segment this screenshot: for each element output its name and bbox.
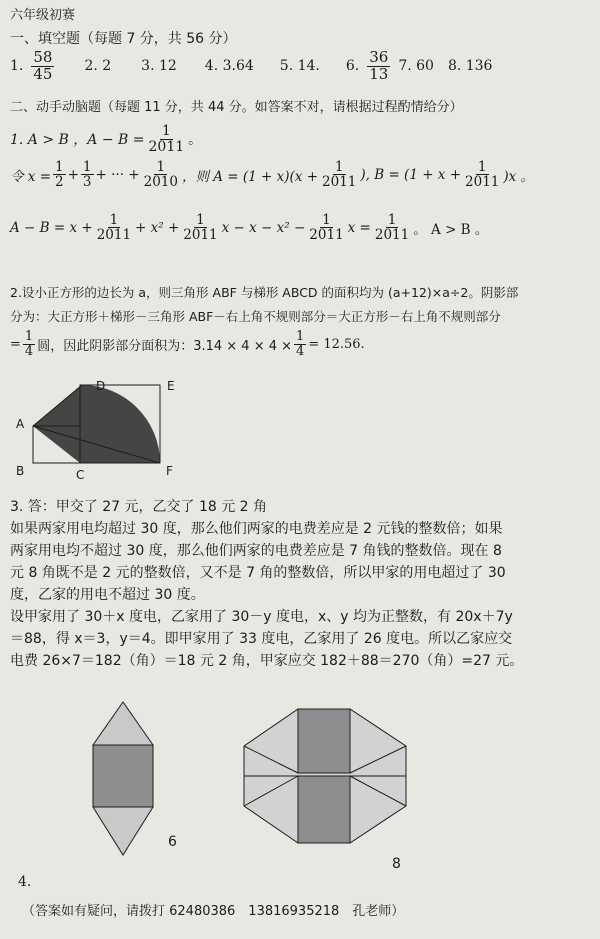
q3-line8: 电费 26×7＝182（角）＝18 元 2 角，甲家应交 182＋88＝270（角）=27 元。 <box>10 653 524 669</box>
section1-answers <box>10 50 492 83</box>
q1-line1 <box>10 124 202 154</box>
q1-l2-f2n: 1 <box>82 159 92 175</box>
q1-l3-f4d: 2011 <box>374 227 410 244</box>
q3-line7: ＝88，得 x＝3，y＝4。即甲家用了 33 度电，乙家用了 26 度电。所以乙家应交 <box>10 631 513 647</box>
fig6-top-triangle <box>93 702 153 745</box>
q1-l2-f2d: 3 <box>82 174 92 191</box>
q1-l3-d: x = <box>347 219 371 236</box>
q2-l3-f2d: 4 <box>296 343 305 359</box>
q1-l3-f1n: 1 <box>109 212 119 228</box>
answer-7: 7. 60 <box>398 58 434 75</box>
q2-l3-f1 <box>23 330 35 358</box>
q2-l3-c: = 12.56. <box>308 336 365 352</box>
figure-8-label: 8 <box>392 856 401 872</box>
q1-l3-f3 <box>307 213 345 242</box>
q1-l2-dots: + ··· + <box>95 166 140 183</box>
q1-l1-end: 。 <box>188 132 203 149</box>
q2-line3 <box>10 330 365 358</box>
q1-l3-c: x − x − x² − <box>221 219 306 236</box>
answer-6-fraction <box>367 50 390 83</box>
q1-l2-c: ), B = (1 + x + <box>360 166 462 183</box>
fig6-square <box>93 745 153 807</box>
q1-l2-f5 <box>463 160 501 189</box>
q1-l2-f3 <box>142 160 180 189</box>
fig8-top-square <box>298 709 350 773</box>
q1-l2-f1d: 2 <box>55 174 64 191</box>
q1-l2-f1 <box>53 160 66 189</box>
q1-l2-b: ，则 A = (1 + x)(x + <box>181 168 319 185</box>
answer-8: 8. 136 <box>447 58 493 75</box>
q1-line2 <box>10 160 534 189</box>
q1-l3-e: 。 A > B 。 <box>413 221 489 238</box>
q1-l3-f3d: 2011 <box>309 227 344 244</box>
q3-line2: 如果两家用电均超过 30 度，那么他们两家的电费差应是 2 元钱的整数倍；如果 <box>10 521 503 537</box>
section1-title: 一、填空题（每题 7 分，共 56 分） <box>10 31 237 47</box>
answer-2: 2. 2 <box>84 58 112 75</box>
label-c: C <box>76 468 85 482</box>
q1-l2-f4d: 2011 <box>322 174 357 191</box>
q1-l3-f4n: 1 <box>387 212 397 228</box>
q2-line2: 分为：大正方形＋梯形－三角形 ABF－右上角不规则部分＝大正方形－右上角不规则部分 <box>10 309 501 324</box>
q1-l3-a: A − B = x + <box>10 219 93 236</box>
answer-1-label: 1. <box>10 58 24 75</box>
q2-l3-a: = <box>10 336 21 352</box>
answer-6-label: 6. <box>345 58 360 75</box>
answer-6-den: 13 <box>369 64 389 83</box>
q2-l3-f1d: 4 <box>24 343 34 359</box>
q2-l3-f2n: 1 <box>296 329 305 344</box>
q2-l3-b: 圆，因此阴影部分面积为：3.14 × 4 × 4 × <box>37 338 293 354</box>
figure-8 <box>240 706 412 848</box>
section2-title: 二、动手动脑题（每题 11 分，共 44 分。如答案不对，请根据过程酌情给分） <box>10 100 463 115</box>
q3-line4: 元 8 角既不是 2 元的整数倍，又不是 7 角的整数倍，所以甲家的用电超过了 30 <box>10 565 506 581</box>
figure-6 <box>88 697 168 862</box>
answer-1-num: 58 <box>33 48 53 66</box>
q1-l2-f2 <box>81 160 94 189</box>
q1-l2-f4n: 1 <box>334 159 344 175</box>
q1-l3-f2d: 2011 <box>183 227 218 244</box>
figure-6-label: 6 <box>168 834 177 850</box>
answer-1-fraction <box>31 50 54 83</box>
q2-line1: 2.设小正方形的边长为 a，则三角形 ABF 与梯形 ABCD 的面积均为 (a+12)×a÷2。阴影部 <box>10 285 519 300</box>
grade-header: 六年级初赛 <box>10 8 76 23</box>
fig8-bottom-square <box>298 776 350 843</box>
q1-l2-f1n: 1 <box>55 159 64 175</box>
q1-l1-text: 1. A > B ，A − B = <box>10 132 145 149</box>
label-a: A <box>16 417 25 431</box>
answer-5: 5. 14. <box>279 58 320 75</box>
q3-line3: 两家用电均不超过 30 度，那么他们两家的电费差应是 7 角钱的整数倍。现在 8 <box>10 543 502 559</box>
answer-6-num: 36 <box>369 48 389 66</box>
fig6-bottom-triangle <box>93 807 153 855</box>
q3-line1: 3. 答：甲交了 27 元，乙交了 18 元 2 角 <box>10 499 268 515</box>
q1-l2-f5n: 1 <box>477 159 487 175</box>
q1-l2-f3d: 2010 <box>143 174 178 191</box>
q2-l3-f1n: 1 <box>24 329 34 344</box>
q1-l2-a: 令 x = <box>10 168 52 185</box>
q4-label: 4. <box>18 874 32 890</box>
q1-l3-b: + x² + <box>135 219 180 236</box>
q1-l2-f5d: 2011 <box>465 174 500 191</box>
q1-l3-f2n: 1 <box>196 212 205 228</box>
q1-l3-f4 <box>373 213 411 242</box>
label-d: D <box>96 379 106 393</box>
label-f: F <box>166 464 173 478</box>
shaded-region <box>33 385 160 463</box>
q1-l3-f2 <box>181 213 219 242</box>
footer-contact: （答案如有疑问，请拨打 62480386 13816935218 孔老师） <box>22 904 405 919</box>
q1-l2-plus: + <box>67 166 79 183</box>
q1-l3-f1 <box>95 213 133 242</box>
answer-3: 3. 12 <box>141 58 177 75</box>
q1-l2-f3n: 1 <box>156 159 166 175</box>
q1-line3 <box>10 213 488 242</box>
q1-l2-d: )x 。 <box>503 168 535 185</box>
label-b: B <box>16 464 25 478</box>
q1-l2-f4 <box>320 160 358 189</box>
answer-4: 4. 3.64 <box>204 58 254 75</box>
q3-line5: 度，乙家的用电不超过 30 度。 <box>10 587 205 603</box>
q1-l1-num: 1 <box>161 123 171 139</box>
answer-1-den: 45 <box>33 64 53 83</box>
q1-l3-f1d: 2011 <box>96 227 132 244</box>
geometry-figure <box>0 368 190 486</box>
q2-l3-f2 <box>294 330 306 358</box>
label-e: E <box>167 379 175 393</box>
q1-l1-fraction <box>147 124 187 154</box>
q3-line6: 设甲家用了 30＋x 度电，乙家用了 30－y 度电，x、y 均为正整数，有 20x＋7y <box>10 609 513 625</box>
q1-l1-den: 2011 <box>148 138 185 155</box>
q1-l3-f3n: 1 <box>322 212 331 228</box>
